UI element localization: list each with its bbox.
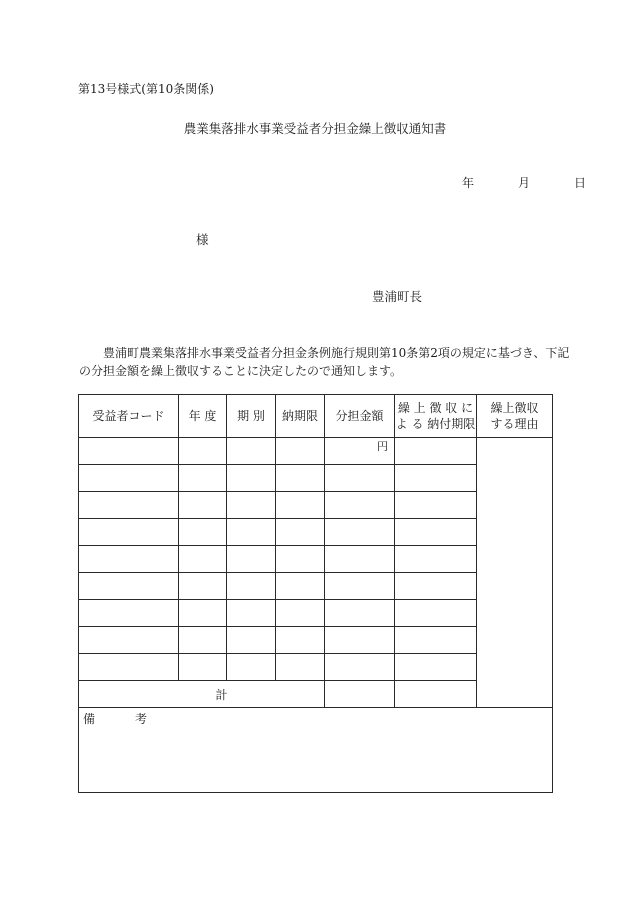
header-early-collection-reason [477,395,553,438]
year-cell [179,438,227,465]
remarks-label-1: 備 [83,712,96,726]
period-cell [227,438,276,465]
header-payment-deadline: 納期限 [276,395,325,438]
amount-cell [325,438,395,465]
header-early-collection-reason-line-1: 繰上徴収 [490,401,539,415]
header-early-collection-deadline [395,395,477,438]
date-month-label: 月 [518,176,531,190]
date-line [440,174,586,191]
form-number: 第13号様式(第10条関係) [78,82,214,96]
notice-body [79,344,570,380]
date-day-label: 日 [574,176,587,190]
deadline-cell [276,438,325,465]
header-beneficiary-code: 受益者コード [79,395,179,438]
total-early-deadline-cell [395,681,477,708]
issuer-name: 豊浦町長 [372,289,423,304]
remarks-cell [79,708,553,793]
reason-cell [477,438,553,708]
code-cell [79,438,179,465]
table-row [79,438,553,465]
header-early-collection-deadline-line-1: 繰 上 徴 収 に [397,401,474,415]
notice-body-line-1: 豊浦町農業集落排水事業受益者分担金条例施行規則第10条第2項の規定に基づき、下記 [103,346,570,360]
header-fiscal-year: 年 度 [179,395,227,438]
date-year-label: 年 [462,176,475,190]
early-deadline-cell [395,438,477,465]
header-early-collection-reason-line-2: する理由 [490,417,539,431]
remarks-label-2: 考 [135,712,148,726]
recipient-suffix: 様 [196,232,209,247]
header-charge-amount: 分担金額 [325,395,395,438]
total-label: 計 [79,681,325,708]
yen-unit: 円 [377,440,388,453]
document-title: 農業集落排水事業受益者分担金繰上徴収通知書 [183,121,447,136]
notice-body-line-2: の分担金額を繰上徴収することに決定したので通知します。 [79,364,403,378]
header-period: 期 別 [227,395,276,438]
total-amount-cell [325,681,395,708]
collection-table [78,394,553,793]
header-early-collection-deadline-line-2: よ る 納付期限 [395,417,476,431]
